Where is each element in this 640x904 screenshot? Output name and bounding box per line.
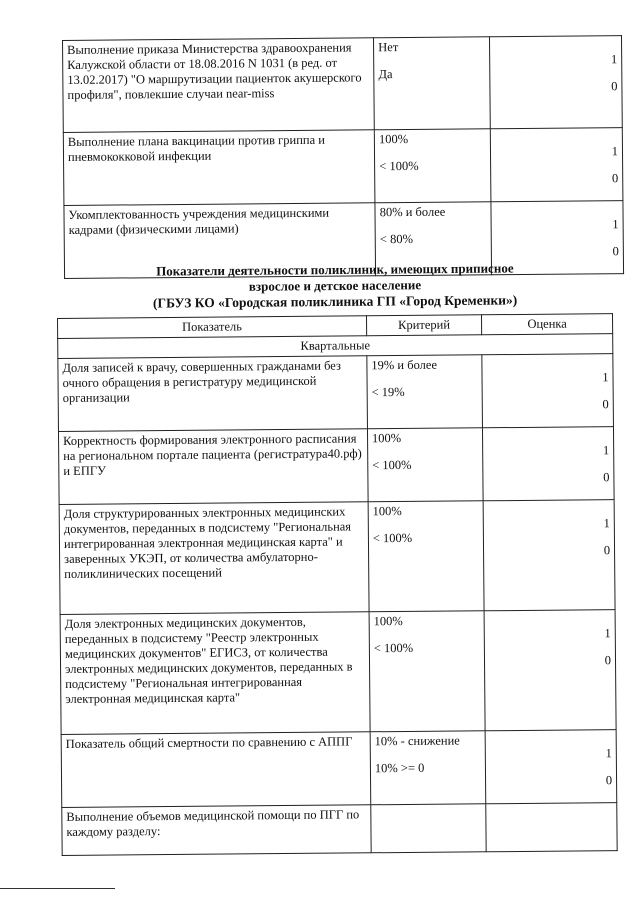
criteria-cell [370,731,486,805]
score-value: 1 [610,52,618,67]
top-criteria-table [62,35,624,279]
criteria-value: Да [378,67,393,82]
score-cell [482,354,614,428]
indicator-cell: Доля структурированных электронных медицинских документов, переданных в подсистему "Региональная интегрированная электронная медицинская карта" и заверенных УКЭП, от количества амбулаторно-поликлинических посещений [59,502,369,615]
criteria-value: 100% [373,613,403,629]
score-value: 0 [603,470,610,485]
score-cell [484,610,616,731]
criteria-value: 10% >= 0 [374,760,425,776]
score-value: 0 [611,79,618,94]
heading-line-1: Показатели деятельности поликлиник, имеющих приписное [156,260,514,279]
table-row [63,128,623,206]
table-row [58,427,614,505]
indicators-table [57,313,618,856]
table-row [63,36,623,133]
criteria-value: 10% - снижение [374,733,460,749]
heading-line-2: взрослое и детское население [248,277,422,294]
indicator-cell: Выполнение приказа Министерства здравоохранения Калужской области от 18.08.2016 N 1031 (в ред. от 13.02.2017) "О маршрутизации пациенток акушерского профиля", повлекшие случаи near-miss [63,38,375,133]
score-value: 0 [602,397,609,412]
criteria-value: Нет [378,40,399,55]
score-value: 0 [604,653,612,668]
score-cell [483,500,615,611]
score-cell [490,128,622,202]
heading-line-3: (ГБУЗ КО «Городская поликлиника ГП «Город Кременки») [152,292,518,311]
score-value: 1 [612,217,619,232]
footnote-divider [0,888,115,889]
indicator-cell: Доля записей к врачу, совершенных гражданами без очного обращения в регистратуру медицинской организации [58,356,368,432]
indicator-cell: Выполнение объемов медицинской помощи по ПГГ по каждому разделу: [62,805,371,856]
score-value: 1 [602,443,610,458]
indicator-cell: Показатель общий смертности по сравнению с АППГ [61,732,371,808]
section-heading [90,260,580,312]
criteria-value: 100% [378,131,409,147]
criteria-value: < 19% [371,384,405,400]
criteria-cell [369,611,485,732]
criteria-value: < 100% [373,640,414,656]
criteria-value: < 100% [379,158,419,174]
score-value: 0 [605,773,613,788]
header-indicator: Показатель [58,316,367,339]
score-cell [490,36,623,129]
indicator-cell: Выполнение плана вакцинации против гриппа и пневмококковой инфекции [63,130,375,206]
score-value: 1 [611,144,619,159]
indicator-cell: Корректность формирования электронного расписания на региональном портале пациента (регистратура40.рф) и ЕПГУ [58,429,368,505]
score-value: 0 [603,543,611,558]
section-label: Квартальные [58,334,613,359]
criteria-cell [371,804,487,853]
score-value: 0 [612,244,619,259]
criteria-cell [374,37,491,130]
table-row [60,610,616,735]
score-value: 1 [604,626,611,641]
score-value: 1 [603,516,610,531]
criteria-cell [367,428,483,502]
criteria-value: < 80% [379,231,414,247]
criteria-value: 100% [372,503,402,519]
criteria-value: < 100% [372,530,413,546]
header-criteria: Критерий [366,315,481,336]
score-value: 0 [611,171,619,186]
score-value: 1 [602,370,609,385]
top-table-body [63,36,624,279]
score-cell [486,803,617,852]
header-score: Оценка [482,314,613,335]
score-value: 1 [605,746,612,761]
criteria-cell [374,129,491,203]
table-row [58,354,614,432]
indicators-table-body [58,354,617,856]
table-row [61,730,617,808]
indicator-cell: Укомплектованность учреждения медицинскими кадрами (физическими лицами) [64,203,376,279]
indicator-cell: Доля электронных медицинских документов, переданных в подсистему "Реестр электронных медицинских документов" ЕГИСЗ, от количества электронных медицинских документов, переданных в подсистему "Региональная интегрированная электронная медицинская карта" [60,612,370,735]
score-cell [485,730,617,804]
criteria-value: < 100% [372,457,412,473]
table-row [59,500,615,615]
score-cell [483,427,615,501]
criteria-cell [367,355,483,429]
criteria-cell [368,501,484,612]
criteria-value: 80% и более [379,204,446,220]
criteria-value: 19% и более [371,357,438,373]
criteria-value: 100% [371,431,402,446]
table-row [62,803,617,856]
